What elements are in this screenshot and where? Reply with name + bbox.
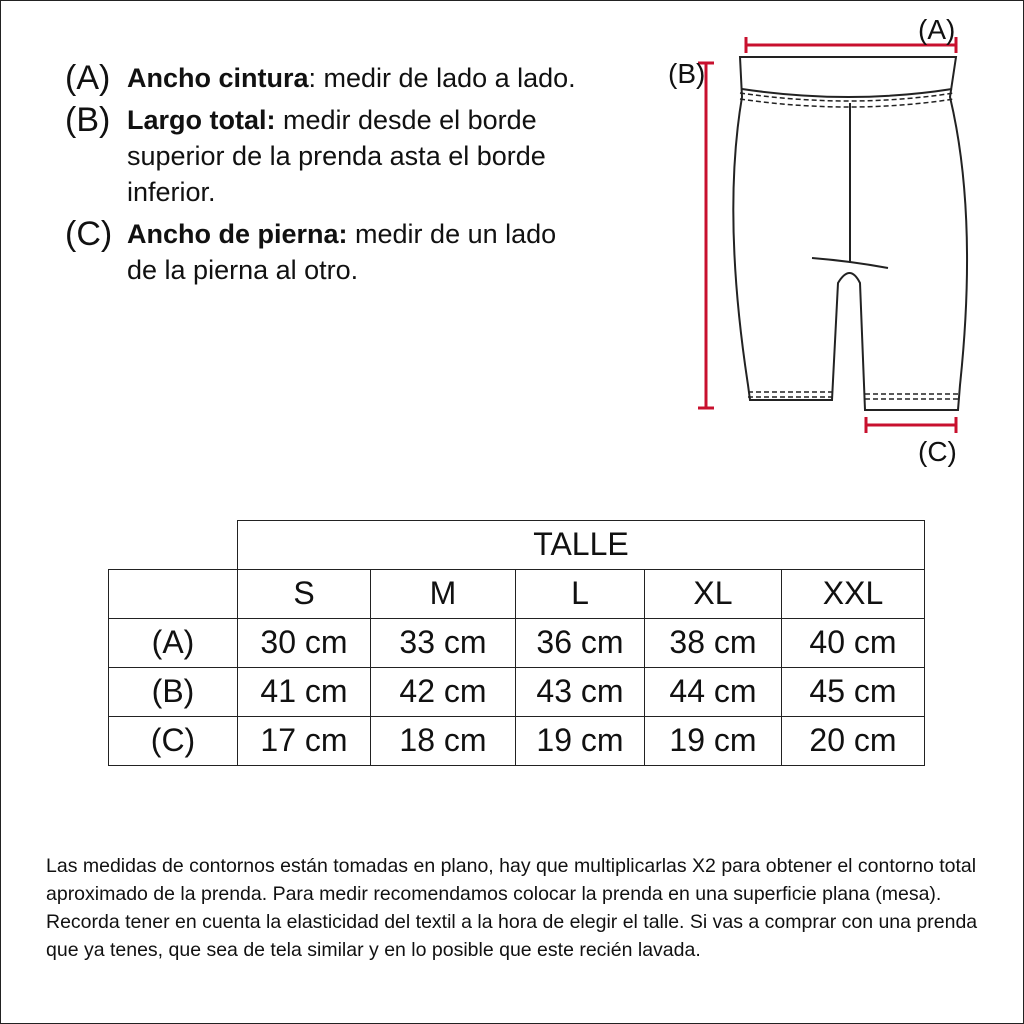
- empty-cell: [109, 521, 238, 570]
- legend-item-c: [65, 216, 585, 288]
- table-cell: 41 cm: [238, 667, 371, 716]
- table-cell: 45 cm: [782, 667, 925, 716]
- legend-term: Ancho cintura: [127, 63, 309, 93]
- table-cell: 19 cm: [516, 716, 645, 765]
- table-row: [109, 716, 925, 765]
- legend-term: Ancho de pierna:: [127, 219, 348, 249]
- legend-key: (C): [65, 215, 113, 253]
- diagram-label-c: (C): [918, 436, 957, 467]
- talle-header: TALLE: [238, 521, 925, 570]
- table-header-row: [109, 521, 925, 570]
- table-cell: 38 cm: [645, 618, 782, 667]
- size-row: [109, 569, 925, 618]
- legend-key: (A): [65, 59, 111, 97]
- legend-key: (B): [65, 101, 111, 139]
- diagram-label-b: (B): [668, 58, 706, 89]
- empty-cell: [109, 569, 238, 618]
- table-row: [109, 667, 925, 716]
- row-key: (C): [109, 716, 238, 765]
- row-key: (B): [109, 667, 238, 716]
- legend-item-b: [65, 102, 585, 210]
- table-cell: 20 cm: [782, 716, 925, 765]
- size-label: XL: [645, 569, 782, 618]
- legend-description: : medir de lado a lado.: [308, 63, 576, 93]
- table-cell: 18 cm: [371, 716, 516, 765]
- shorts-illustration: [660, 15, 980, 475]
- table-row: [109, 618, 925, 667]
- table-cell: 44 cm: [645, 667, 782, 716]
- waistband-stitch: [740, 99, 954, 107]
- size-label: M: [371, 569, 516, 618]
- legend-description: medir de un lado de la pierna al otro.: [127, 219, 557, 285]
- measurement-note: Las medidas de contornos están tomadas en plano, hay que multiplicarlas X2 para obtener el contorno total aproximado de la prenda. Para medir recomendamos colocar la prenda en una superficie plana (mesa). Recorda tener en cuenta la elasticidad del textil a la hora de elegir el talle. Si vas a comprar con una prenda que ya tenes, que sea de tela similar y en lo posible que este recién lavada.: [46, 854, 978, 961]
- size-label: L: [516, 569, 645, 618]
- table-cell: 30 cm: [238, 618, 371, 667]
- shorts-diagram: [660, 15, 980, 475]
- size-chart-table: [108, 520, 925, 766]
- table-cell: 19 cm: [645, 716, 782, 765]
- diagram-label-a: (A): [918, 14, 956, 45]
- row-key: (A): [109, 618, 238, 667]
- table-cell: 33 cm: [371, 618, 516, 667]
- waistband-line: [742, 89, 952, 97]
- table-cell: 42 cm: [371, 667, 516, 716]
- table-cell: 40 cm: [782, 618, 925, 667]
- legend-description: medir desde el borde superior de la prenda asta el borde inferior.: [127, 105, 546, 207]
- table-cell: 36 cm: [516, 618, 645, 667]
- legend-item-a: [65, 60, 585, 96]
- size-label: S: [238, 569, 371, 618]
- size-label: XXL: [782, 569, 925, 618]
- measurement-legend: [65, 60, 585, 294]
- legend-term: Largo total:: [127, 105, 276, 135]
- table-cell: 17 cm: [238, 716, 371, 765]
- table-cell: 43 cm: [516, 667, 645, 716]
